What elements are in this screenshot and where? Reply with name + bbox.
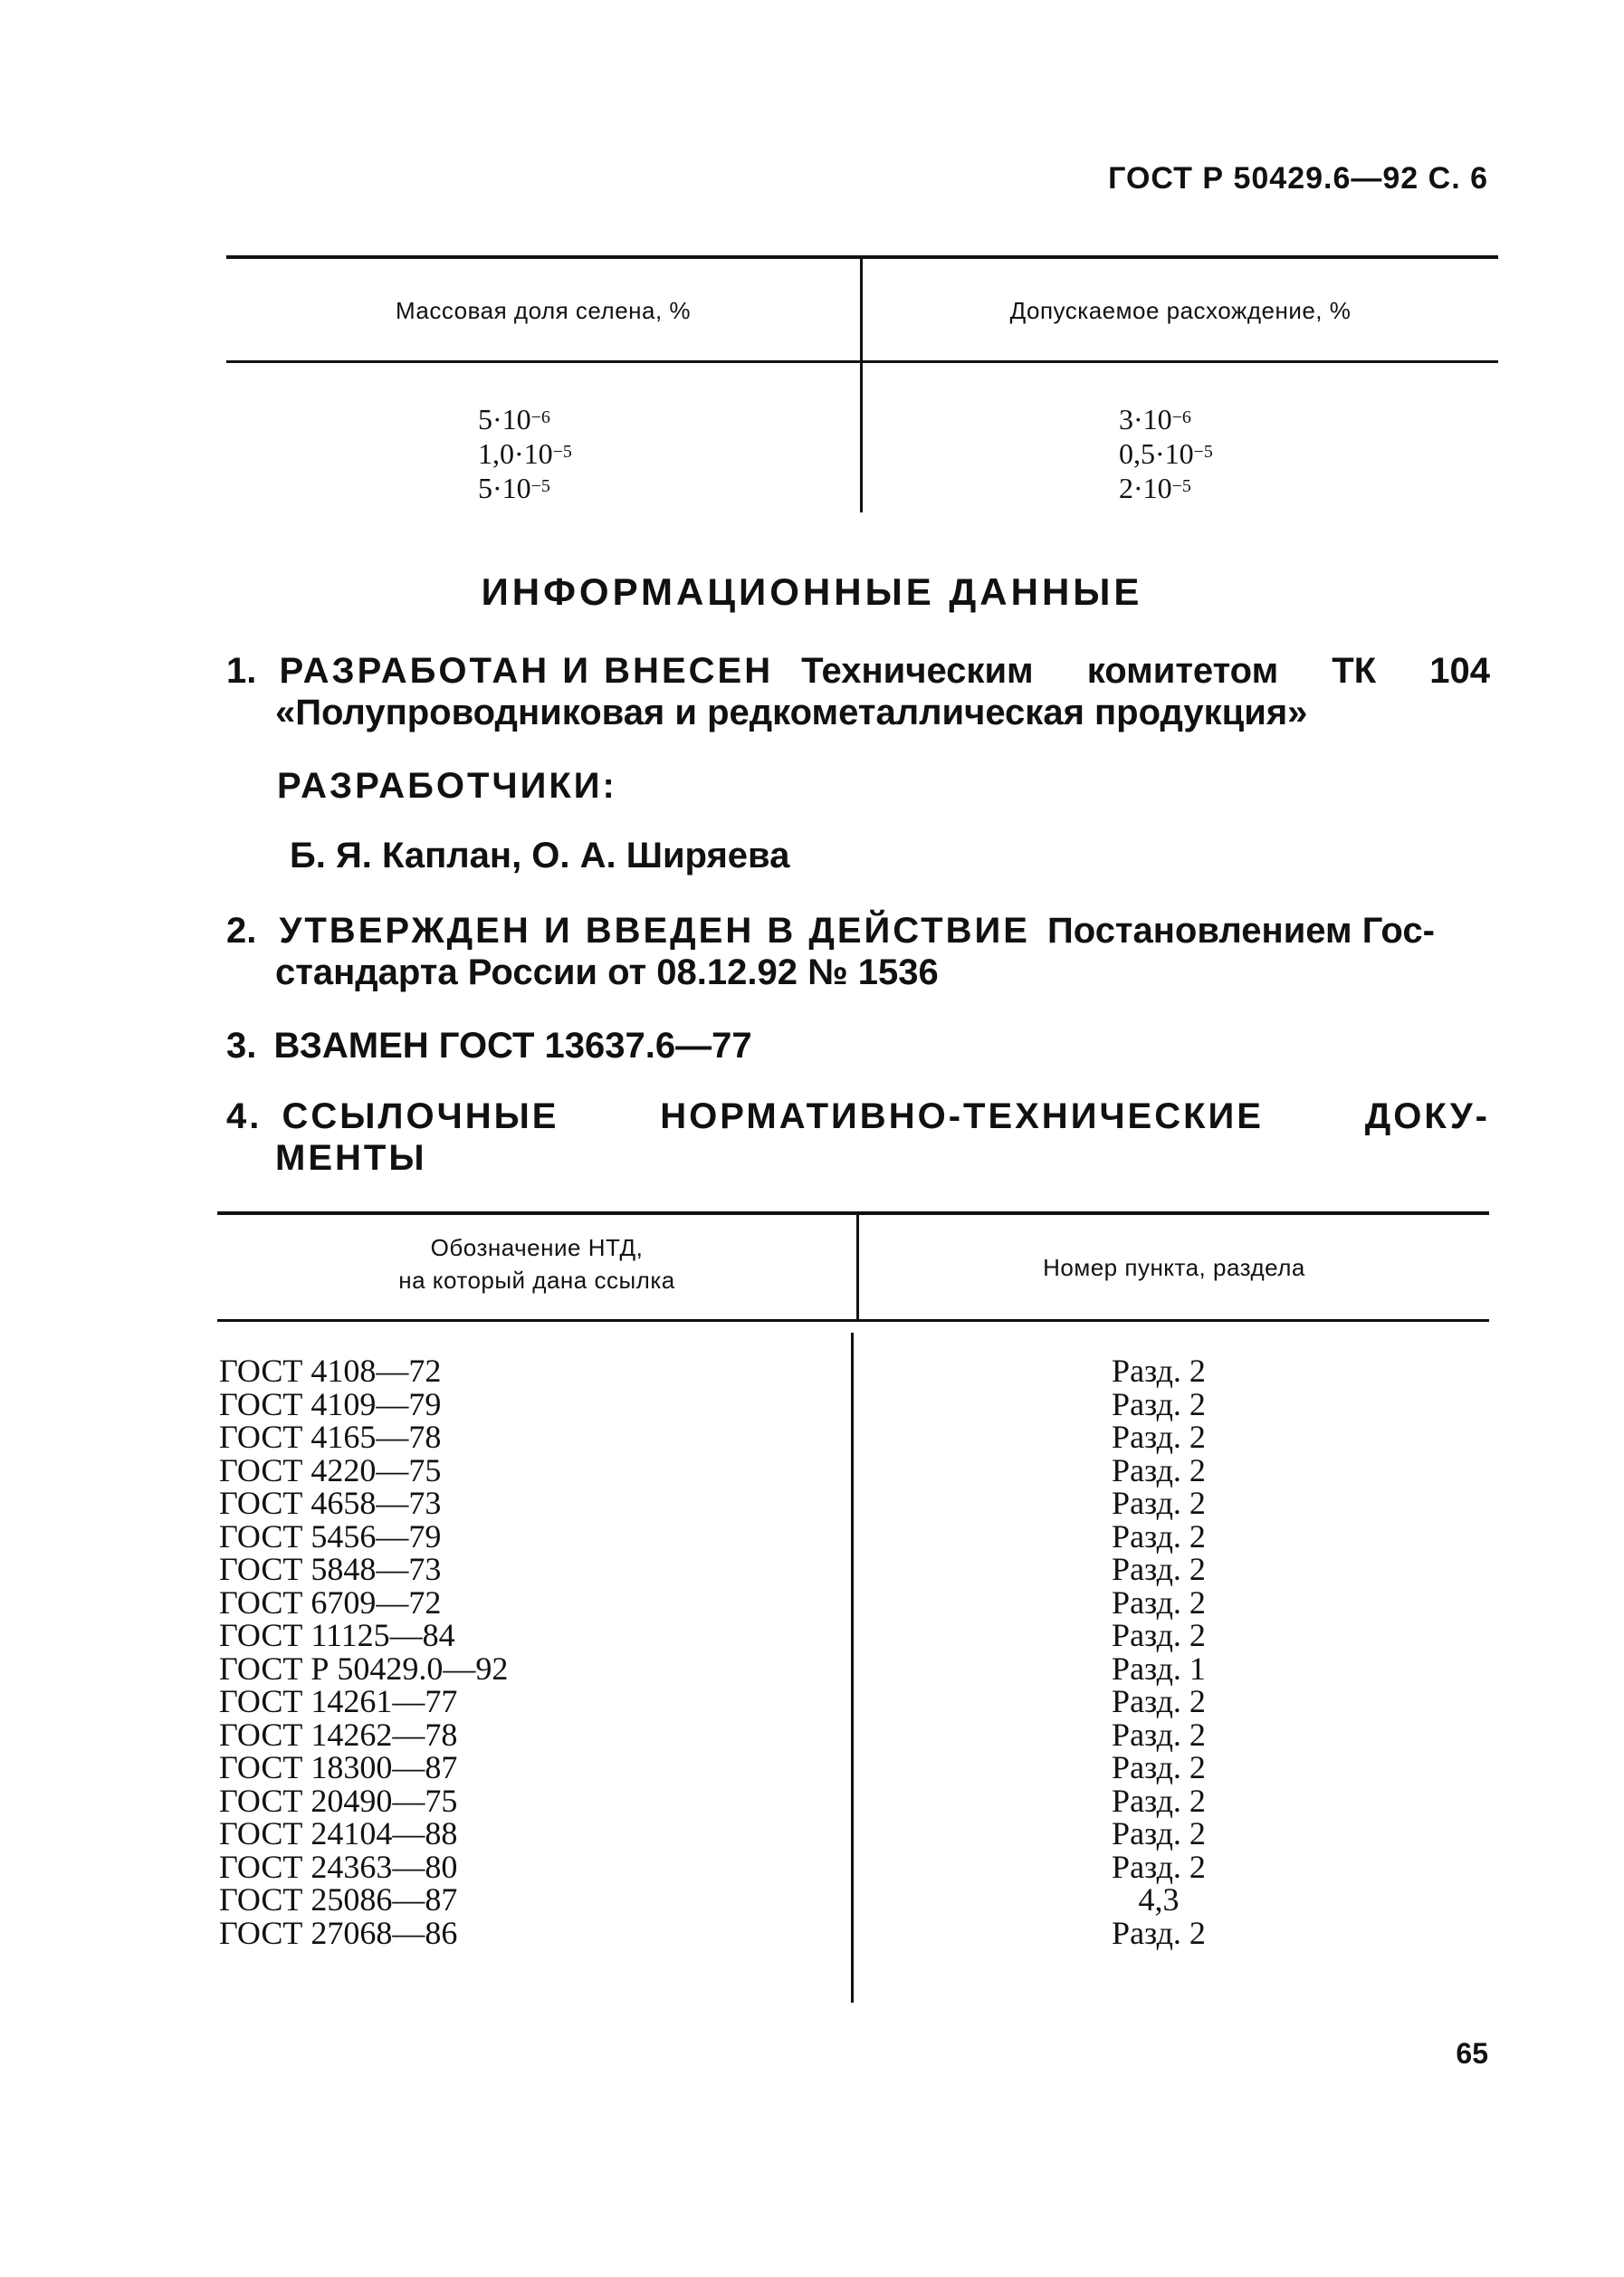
table-cell: ГОСТ 4109—79 bbox=[219, 1385, 442, 1422]
item-number: 4. bbox=[226, 1096, 263, 1136]
table-cell: Разд. 2 bbox=[1112, 1551, 1206, 1587]
table-cell: ГОСТ 27068—86 bbox=[219, 1914, 458, 1951]
table-cell: Разд. 2 bbox=[1112, 1749, 1206, 1785]
table-cell: Разд. 1 bbox=[1112, 1650, 1206, 1687]
table-cell: Разд. 2 bbox=[1112, 1419, 1206, 1455]
value-exponent: −6 bbox=[1171, 407, 1191, 427]
table-cell: ГОСТ 24363—80 bbox=[219, 1848, 458, 1885]
table-cell: Разд. 2 bbox=[1112, 1485, 1206, 1521]
table-cell: ГОСТ 18300—87 bbox=[219, 1749, 458, 1785]
table-cell: ГОСТ 24104—88 bbox=[219, 1815, 458, 1851]
item-1-text-line2: «Полупроводниковая и редкометаллическая продукция» bbox=[275, 693, 1308, 732]
table2-header-rule bbox=[217, 1319, 1489, 1322]
value-base: 2·10 bbox=[1119, 472, 1172, 504]
table-cell bbox=[478, 436, 572, 471]
table-cell: Разд. 2 bbox=[1112, 1716, 1206, 1753]
table-cell: ГОСТ Р 50429.0—92 bbox=[219, 1650, 509, 1687]
item-4-word-2: НОРМАТИВНО-ТЕХНИЧЕСКИЕ bbox=[660, 1096, 1264, 1136]
item-4-word-3: ДОКУ- bbox=[1364, 1096, 1490, 1136]
table-cell: ГОСТ 6709—72 bbox=[219, 1583, 442, 1621]
table-cell: Разд. 2 bbox=[1112, 1914, 1206, 1951]
table2-top-rule bbox=[217, 1211, 1489, 1215]
table-cell: ГОСТ 14261—77 bbox=[219, 1683, 458, 1719]
table-cell: Разд. 2 bbox=[1112, 1815, 1206, 1851]
item-4-line2: МЕНТЫ bbox=[275, 1138, 427, 1178]
table-cell: Разд. 2 bbox=[1112, 1451, 1206, 1488]
document-header: ГОСТ Р 50429.6—92 С. 6 bbox=[1108, 161, 1488, 196]
item-number: 3. bbox=[226, 1026, 257, 1066]
item-2-text: Постановлением Гос- bbox=[1047, 911, 1435, 951]
table-cell: Разд. 2 bbox=[1112, 1583, 1206, 1621]
item-number: 2. bbox=[226, 911, 257, 951]
table-cell: Разд. 2 bbox=[1112, 1848, 1206, 1885]
table-cell: Разд. 2 bbox=[1112, 1683, 1206, 1719]
col1-header-line1: Обозначение НТД, bbox=[430, 1234, 644, 1261]
table-cell: ГОСТ 5456—79 bbox=[219, 1517, 442, 1555]
table-cell: ГОСТ 4658—73 bbox=[219, 1485, 442, 1521]
item-1-caps: РАЗРАБОТАН И ВНЕСЕН bbox=[279, 651, 774, 691]
table-cell: Разд. 2 bbox=[1112, 1353, 1206, 1389]
info-item-2 bbox=[226, 910, 1490, 993]
item-2-caps: УТВЕРЖДЕН И ВВЕДЕН В ДЕЙСТВИЕ bbox=[279, 911, 1030, 951]
section-title: ИНФОРМАЦИОННЫЕ ДАННЫЕ bbox=[481, 570, 1143, 613]
table-cell: ГОСТ 5848—73 bbox=[219, 1551, 442, 1587]
table1-col1-values bbox=[478, 402, 572, 505]
table-cell bbox=[1119, 436, 1213, 471]
table-cell: ГОСТ 4165—78 bbox=[219, 1419, 442, 1455]
value-base: 5·10 bbox=[478, 403, 531, 435]
item-4-word-1: ССЫЛОЧНЫЕ bbox=[282, 1096, 559, 1136]
info-item-3 bbox=[226, 1025, 752, 1067]
table-cell bbox=[1119, 471, 1213, 505]
item-number: 1. bbox=[226, 651, 257, 691]
value-exponent: −5 bbox=[1193, 442, 1213, 462]
table2-doc-column bbox=[219, 1354, 508, 1949]
value-exponent: −5 bbox=[552, 442, 572, 462]
table2-col1-header bbox=[217, 1231, 856, 1296]
table-cell: ГОСТ 11125—84 bbox=[219, 1617, 455, 1653]
table-cell: ГОСТ 4220—75 bbox=[219, 1451, 442, 1488]
value-base: 5·10 bbox=[478, 472, 531, 504]
value-base: 1,0·10 bbox=[478, 437, 553, 470]
table-cell bbox=[478, 402, 572, 436]
col1-header-line2: на который дана ссылка bbox=[398, 1267, 675, 1294]
value-exponent: −5 bbox=[1171, 476, 1191, 496]
table1-col1-header: Массовая доля селена, % bbox=[395, 297, 692, 324]
table-cell bbox=[1119, 402, 1213, 436]
value-exponent: −6 bbox=[530, 407, 550, 427]
table2-section-column bbox=[1086, 1354, 1231, 1949]
info-item-4 bbox=[226, 1095, 1490, 1179]
table-cell: 4,3 bbox=[1138, 1881, 1180, 1918]
table-cell: ГОСТ 25086—87 bbox=[219, 1881, 458, 1918]
table1-col2-values bbox=[1119, 402, 1213, 505]
table-cell: ГОСТ 14262—78 bbox=[219, 1716, 458, 1753]
table-cell: Разд. 2 bbox=[1112, 1517, 1206, 1555]
developers-heading: РАЗРАБОТЧИКИ: bbox=[277, 766, 617, 806]
table-cell: ГОСТ 4108—72 bbox=[219, 1353, 442, 1389]
value-base: 3·10 bbox=[1119, 403, 1172, 435]
value-exponent: −5 bbox=[530, 476, 550, 496]
table-cell: Разд. 2 bbox=[1112, 1617, 1206, 1653]
page-number: 65 bbox=[1456, 2037, 1488, 2070]
item-1-text: Техническим комитетом ТК 104 bbox=[801, 651, 1490, 691]
developers-names: Б. Я. Каплан, О. А. Ширяева bbox=[290, 836, 790, 875]
value-base: 0,5·10 bbox=[1119, 437, 1194, 470]
info-item-1 bbox=[226, 650, 1490, 733]
table1-col2-header: Допускаемое расхождение, % bbox=[1009, 297, 1352, 324]
table2-column-divider bbox=[851, 1333, 854, 2003]
item-2-text-line2: стандарта России от 08.12.92 № 1536 bbox=[275, 952, 939, 992]
table-cell: Разд. 2 bbox=[1112, 1782, 1206, 1819]
table-cell: ГОСТ 20490—75 bbox=[219, 1782, 458, 1819]
table2-col2-header: Номер пункта, раздела bbox=[1043, 1254, 1305, 1281]
table-cell: Разд. 2 bbox=[1112, 1385, 1206, 1422]
table-cell bbox=[478, 471, 572, 505]
item-3-text: ВЗАМЕН ГОСТ 13637.6—77 bbox=[273, 1026, 752, 1066]
